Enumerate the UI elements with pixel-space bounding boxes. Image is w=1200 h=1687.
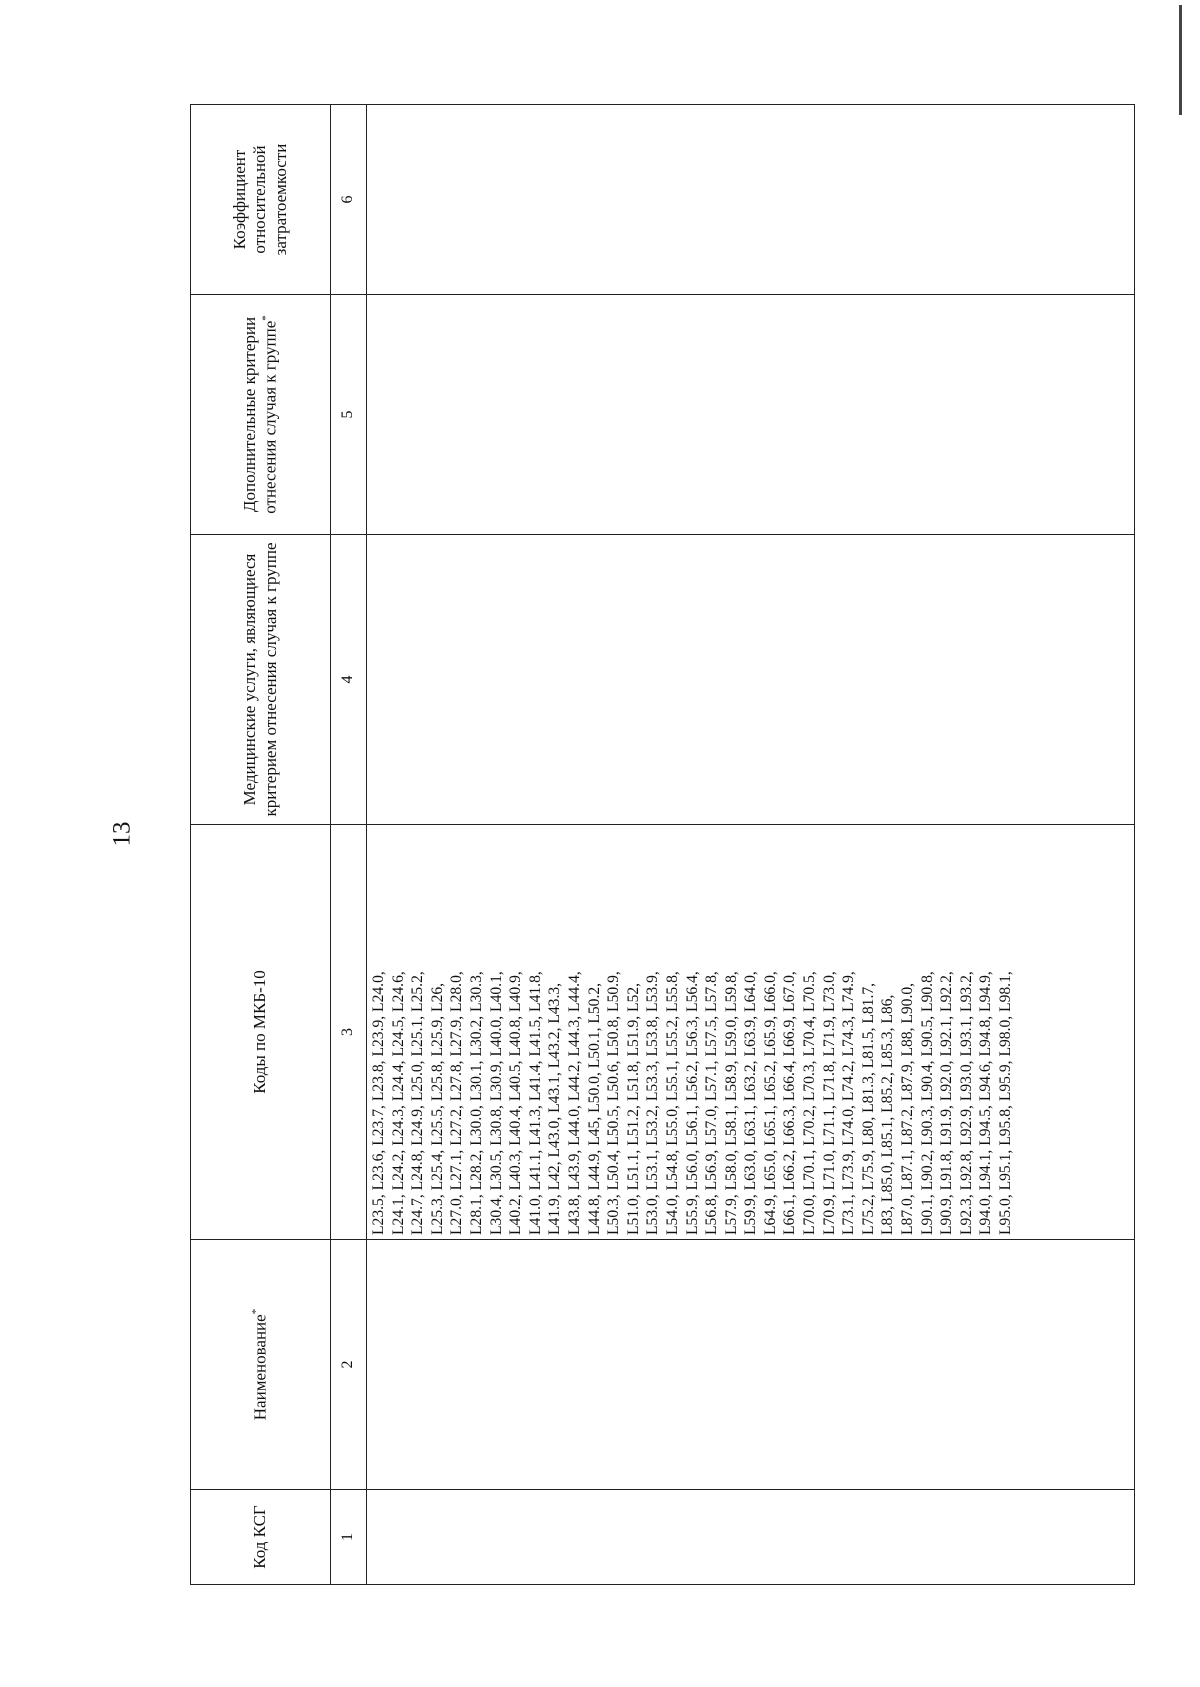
ksg-table — [190, 104, 1135, 1585]
icd-codes-line: L56.8, L56.9, L57.0, L57.1, L57.5, L57.8, — [703, 971, 721, 1235]
header-name: Наименование* — [191, 1240, 331, 1490]
cell-icd-codes — [367, 825, 1135, 1240]
cell-additional-criteria — [367, 295, 1135, 535]
header-additional-criteria: Дополнительные критерии отнесения случая к группе* — [191, 295, 331, 535]
icd-codes-line: L66.1, L66.2, L66.3, L66.4, L66.9, L67.0, — [781, 971, 799, 1235]
column-number: 5 — [331, 295, 367, 535]
icd-codes-line: L57.9, L58.0, L58.1, L58.9, L59.0, L59.8, — [722, 971, 740, 1235]
icd-codes-line: L28.1, L28.2, L30.0, L30.1, L30.2, L30.3, — [467, 971, 485, 1235]
table-header-row — [191, 105, 331, 1585]
column-number-row — [331, 105, 367, 1585]
icd-codes-line: L23.5, L23.6, L23.7, L23.8, L23.9, L24.0, — [370, 971, 387, 1235]
icd-codes-line: L27.0, L27.1, L27.2, L27.8, L27.9, L28.0, — [448, 971, 466, 1235]
page-number: 13 — [108, 821, 136, 847]
scan-edge-mark — [1179, 5, 1182, 115]
icd-codes-line: L75.2, L75.9, L80, L81.3, L81.5, L81.7, — [859, 982, 877, 1235]
icd-codes-line: L54.0, L54.8, L55.0, L55.1, L55.2, L55.8, — [663, 971, 681, 1235]
cell-ksg-code — [367, 1490, 1135, 1585]
icd-codes-line: L50.3, L50.4, L50.5, L50.6, L50.8, L50.9, — [605, 971, 623, 1235]
footnote-mark: * — [250, 1308, 263, 1315]
column-number: 6 — [331, 105, 367, 295]
icd-codes-line: L70.0, L70.1, L70.2, L70.3, L70.4, L70.5, — [801, 971, 819, 1235]
column-number: 4 — [331, 535, 367, 825]
icd-codes-line: L24.7, L24.8, L24.9, L25.0, L25.1, L25.2, — [409, 971, 427, 1235]
column-number: 3 — [331, 825, 367, 1240]
column-number: 2 — [331, 1240, 367, 1490]
footnote-mark: * — [260, 315, 273, 321]
icd-codes-line: L83, L85.0, L85.1, L85.2, L85.3, L86, — [879, 994, 897, 1235]
icd-codes-line: L64.9, L65.0, L65.1, L65.2, L65.9, L66.0, — [761, 971, 779, 1235]
cell-name — [367, 1240, 1135, 1490]
header-icd-codes: Коды по МКБ-10 — [191, 825, 331, 1240]
icd-codes-line: L43.8, L43.9, L44.0, L44.2, L44.3, L44.4, — [565, 971, 583, 1235]
cell-medical-services — [367, 535, 1135, 825]
icd-codes-line: L90.9, L91.8, L91.9, L92.0, L92.1, L92.2, — [938, 971, 956, 1235]
icd-codes-line: L55.9, L56.0, L56.1, L56.2, L56.3, L56.4, — [683, 971, 701, 1235]
icd-codes-line: L44.8, L44.9, L45, L50.0, L50.1, L50.2, — [585, 982, 603, 1235]
cell-cost-coefficient — [367, 105, 1135, 295]
icd-codes-line: L25.3, L25.4, L25.5, L25.8, L25.9, L26, — [428, 982, 446, 1235]
icd-codes-line: L94.0, L94.1, L94.5, L94.6, L94.8, L94.9, — [977, 971, 995, 1235]
header-medical-services: Медицинские услуги, являющиеся критерием отнесения случая к группе — [191, 535, 331, 825]
icd-codes-line: L95.0, L95.1, L95.8, L95.9, L98.0, L98.1, — [997, 971, 1014, 1235]
icd-codes-line: L87.0, L87.1, L87.2, L87.9, L88, L90.0, — [899, 982, 917, 1235]
icd-codes-line: L53.0, L53.1, L53.2, L53.3, L53.8, L53.9, — [644, 971, 662, 1235]
icd-codes-line: L24.1, L24.2, L24.3, L24.4, L24.5, L24.6, — [389, 971, 407, 1235]
icd-codes-line: L73.1, L73.9, L74.0, L74.2, L74.3, L74.9, — [840, 971, 858, 1235]
table-row — [367, 105, 1135, 1585]
icd-codes-line: L41.9, L42, L43.0, L43.1, L43.2, L43.3, — [546, 982, 564, 1235]
header-cost-coefficient: Коэффициент относительной затратоемкости — [191, 105, 331, 295]
column-number: 1 — [331, 1490, 367, 1585]
icd-codes-line: L30.4, L30.5, L30.8, L30.9, L40.0, L40.1, — [487, 971, 505, 1235]
icd-codes-line: L41.0, L41.1, L41.3, L41.4, L41.5, L41.8, — [526, 971, 544, 1235]
header-ksg-code: Код КСГ — [191, 1490, 331, 1585]
icd-codes-line: L51.0, L51.1, L51.2, L51.8, L51.9, L52, — [624, 982, 642, 1235]
icd-codes-line: L40.2, L40.3, L40.4, L40.5, L40.8, L40.9, — [507, 971, 525, 1235]
icd-codes-line: L92.3, L92.8, L92.9, L93.0, L93.1, L93.2, — [957, 971, 975, 1235]
icd-codes-line: L59.9, L63.0, L63.1, L63.2, L63.9, L64.0, — [742, 971, 760, 1235]
icd-codes-line: L90.1, L90.2, L90.3, L90.4, L90.5, L90.8, — [918, 971, 936, 1235]
icd-codes-line: L70.9, L71.0, L71.1, L71.8, L71.9, L73.0, — [820, 971, 838, 1235]
ksg-table-container — [190, 105, 1135, 1585]
